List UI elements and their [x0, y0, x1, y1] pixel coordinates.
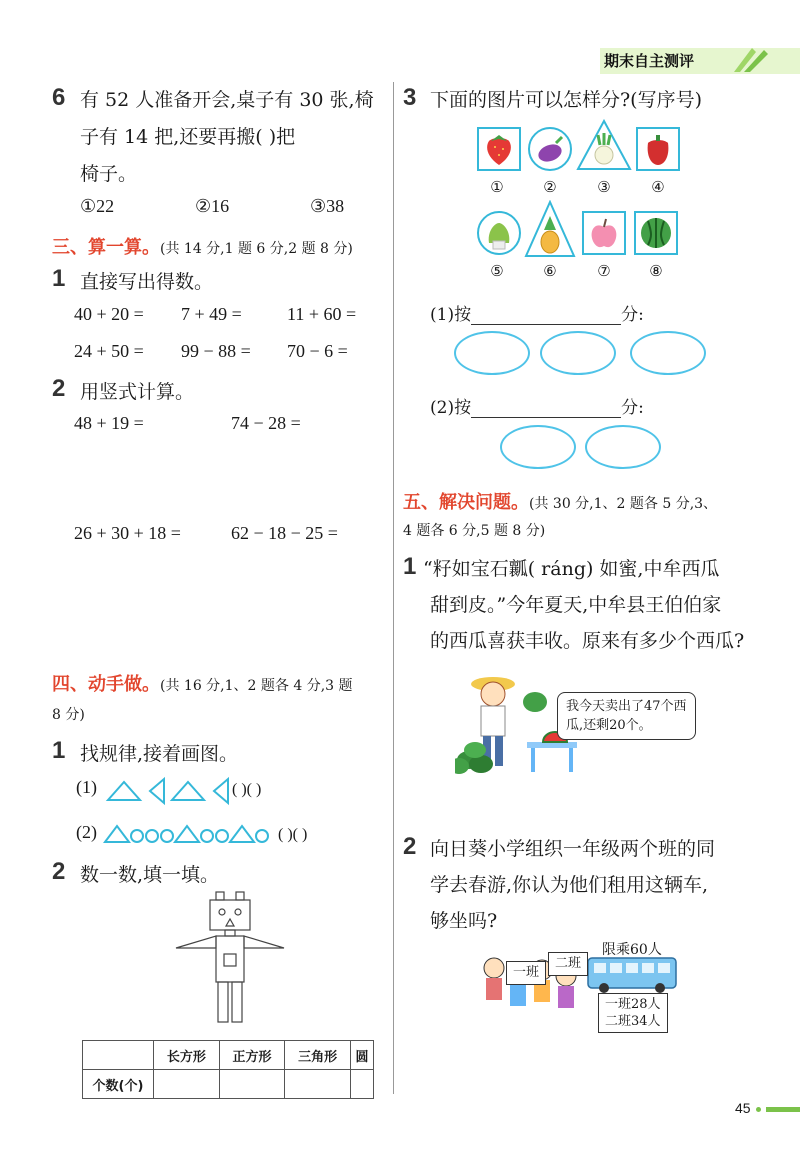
fruit-frame-6	[524, 200, 576, 258]
bubble-line2: 瓜,还剩20个。	[566, 718, 652, 733]
table-cell-rectangle[interactable]	[154, 1070, 220, 1099]
sort2-criterion-blank[interactable]	[471, 401, 621, 418]
s4-q1-p2-label: (2)	[76, 822, 97, 842]
s5-q2-line2: 学去春游,你认为他们租用这辆车,	[430, 874, 709, 896]
section3-note: (共 14 分,1 题 6 分,2 题 8 分)	[160, 241, 353, 257]
robot-eye-left	[219, 909, 225, 915]
pattern2-circle-icon-6	[256, 830, 268, 842]
pattern1-answer-blanks[interactable]: ( )( )	[232, 781, 262, 798]
sort1-colon: 分:	[621, 305, 644, 325]
class2-size: 二班34人	[605, 1014, 661, 1029]
table-corner-cell	[83, 1041, 154, 1070]
fruit-frame-5	[477, 211, 521, 255]
sort1-criterion-blank[interactable]	[471, 308, 621, 325]
sort2-group-oval-2[interactable]	[585, 425, 661, 469]
fruit-label-4: ④	[651, 178, 665, 196]
pattern2-circle-icon-5	[216, 830, 228, 842]
watermelon-icon	[636, 213, 676, 253]
pepper-icon	[638, 129, 678, 169]
robot-neck	[225, 930, 235, 936]
s4-q1-p1-label: (1)	[76, 777, 97, 797]
s5-q1-line2: 甜到皮。”今年夏天,中牟县王伯伯家	[430, 594, 722, 616]
pattern1-shapes	[104, 776, 234, 806]
table-header-triangle: 三角形	[285, 1041, 351, 1070]
class-size-info	[598, 993, 668, 1033]
sort1-label: (1)按	[430, 305, 472, 325]
pattern1-triangle-left-icon	[150, 779, 164, 803]
q6-line2: 子有 14 把,还要再搬( )把	[80, 126, 296, 148]
s5-q2-line1: 向日葵小学组织一年级两个班的同	[430, 838, 716, 860]
s5-q2-line3: 够坐吗?	[430, 910, 498, 932]
sort2-colon: 分:	[621, 398, 644, 418]
fruit-frame-7	[582, 211, 626, 255]
footer-bar	[766, 1107, 800, 1112]
section4-title	[52, 670, 353, 696]
column-divider	[393, 82, 394, 1094]
table-cell-triangle[interactable]	[285, 1070, 351, 1099]
section4-title-text: 四、动手做。	[52, 674, 160, 695]
q6-number: 6	[52, 84, 66, 111]
section5-title	[403, 488, 717, 514]
s3-q1-eq-1: 40 + 20 =	[74, 304, 144, 324]
sort1-line	[430, 300, 644, 325]
s3-q2-eq-3: 26 + 30 + 18 =	[74, 523, 181, 543]
q6-line3: 椅子。	[80, 163, 138, 185]
fruit-frame-2	[528, 127, 572, 171]
fruit-label-2: ②	[543, 178, 557, 196]
q6-line1: 有 52 人准备开会,桌子有 30 张,椅	[80, 89, 374, 111]
pattern2-shapes	[103, 822, 273, 846]
s4-q2-number: 2	[52, 858, 66, 885]
sort2-label: (2)按	[430, 398, 472, 418]
class1-flag: 一班	[506, 961, 546, 985]
header-title: 期末自主测评	[604, 52, 695, 70]
s3-q2-eq-1: 48 + 19 =	[74, 413, 144, 433]
s5-q2-number: 2	[403, 833, 417, 860]
section3-title-text: 三、算一算。	[52, 237, 160, 258]
robot-figure	[170, 890, 290, 1030]
fruit-label-5: ⑤	[490, 262, 504, 280]
pattern2-triangle-icon-2	[175, 826, 199, 842]
cabbage-icon	[479, 213, 519, 253]
table-header-circle: 圆	[350, 1041, 373, 1070]
section5-title-text: 五、解决问题。	[403, 492, 529, 513]
fruit-frame-3	[576, 119, 632, 171]
sort2-line	[430, 393, 644, 418]
s3-q1-number: 1	[52, 265, 66, 292]
section5-note2: 4 题各 6 分,5 题 8 分)	[403, 523, 546, 539]
sort1-group-oval-3[interactable]	[630, 331, 706, 375]
table-row-label: 个数(个)	[83, 1070, 154, 1099]
robot-leg-left	[218, 982, 228, 1022]
robot-eye-right	[235, 909, 241, 915]
table-header-rectangle: 长方形	[154, 1041, 220, 1070]
q3-number: 3	[403, 84, 417, 111]
q3-text: 下面的图片可以怎样分?(写序号)	[430, 89, 703, 111]
header-leaf-icon	[730, 42, 770, 76]
bubble-line1: 我今天卖出了47个西	[566, 699, 687, 714]
s3-q2-eq-4: 62 − 18 − 25 =	[231, 523, 338, 543]
table-cell-circle[interactable]	[350, 1070, 373, 1099]
robot-chest	[224, 954, 236, 966]
pattern2-triangle-icon-1	[105, 826, 129, 842]
page-number: 45	[735, 1100, 751, 1116]
robot-arm-left	[176, 936, 216, 948]
pattern1-triangle-up-icon-2	[172, 782, 204, 800]
s5-q1-line1: “籽如宝石瓤( ráng) 如蜜,中牟西瓜	[423, 558, 720, 580]
fruit-label-8: ⑧	[649, 262, 663, 280]
fruit-frame-8	[634, 211, 678, 255]
pattern1-triangle-left-icon-2	[214, 779, 228, 803]
bus-capacity-label: 限乘60人	[602, 942, 662, 958]
q6-option-1: ①22	[80, 196, 115, 216]
robot-arm-right	[244, 936, 284, 948]
pattern2-answer-blanks[interactable]: ( )( )	[278, 826, 308, 843]
section4-note1: (共 16 分,1、2 题各 4 分,3 题	[160, 678, 353, 694]
s3-q1-text: 直接写出得数。	[80, 271, 214, 293]
class2-flag: 二班	[548, 952, 588, 976]
table-header-square: 正方形	[219, 1041, 285, 1070]
section5-note1: (共 30 分,1、2 题各 5 分,3、	[529, 496, 718, 512]
s3-q1-eq-6: 70 − 6 =	[287, 341, 348, 361]
s3-q2-text: 用竖式计算。	[80, 381, 195, 403]
fruit-frame-1	[477, 127, 521, 171]
sort1-group-oval-2[interactable]	[540, 331, 616, 375]
s3-q2-eq-2: 74 − 28 =	[231, 413, 301, 433]
pattern2-circle-icon-4	[201, 830, 213, 842]
section4-note2: 8 分)	[52, 707, 85, 723]
s4-q1-number: 1	[52, 737, 66, 764]
s3-q1-eq-5: 99 − 88 =	[181, 341, 251, 361]
pattern2-circle-icon-1	[131, 830, 143, 842]
strawberry-icon	[479, 129, 519, 169]
s3-q1-eq-2: 7 + 49 =	[181, 304, 242, 324]
s5-q1-line3: 的西瓜喜获丰收。原来有多少个西瓜?	[430, 630, 745, 652]
fruit-label-7: ⑦	[597, 262, 611, 280]
eggplant-icon	[530, 129, 570, 169]
s4-q2-text: 数一数,填一填。	[80, 864, 220, 886]
robot-body	[216, 936, 244, 982]
class1-size: 一班28人	[605, 997, 661, 1012]
pattern2-circle-icon-3	[161, 830, 173, 842]
fruit-label-1: ①	[490, 178, 504, 196]
sort1-group-oval-1[interactable]	[454, 331, 530, 375]
robot-antenna-right	[236, 892, 244, 900]
s3-q2-number: 2	[52, 375, 66, 402]
robot-antenna-left	[216, 892, 224, 900]
s4-q1-text: 找规律,接着画图。	[80, 743, 239, 765]
section3-title	[52, 233, 353, 259]
s3-q1-eq-4: 24 + 50 =	[74, 341, 144, 361]
table-row	[83, 1070, 374, 1099]
radish-icon	[595, 133, 613, 164]
sort2-group-oval-1[interactable]	[500, 425, 576, 469]
s3-q1-eq-3: 11 + 60 =	[287, 304, 357, 324]
apple-icon	[584, 213, 624, 253]
shape-count-table	[82, 1040, 374, 1099]
footer-dot	[756, 1107, 761, 1112]
pattern1-triangle-up-icon	[108, 782, 140, 800]
robot-nose	[226, 919, 234, 926]
table-header-row	[83, 1041, 374, 1070]
table-cell-square[interactable]	[219, 1070, 285, 1099]
seller-speech-bubble	[557, 692, 696, 740]
robot-leg-right	[232, 982, 242, 1022]
q6-option-3: ③38	[310, 196, 345, 216]
s5-q1-number: 1	[403, 553, 417, 580]
pattern2-triangle-icon-3	[230, 826, 254, 842]
fruit-frame-4	[636, 127, 680, 171]
fruit-label-6: ⑥	[543, 262, 557, 280]
q6-option-2: ②16	[195, 196, 230, 216]
pattern2-circle-icon-2	[146, 830, 158, 842]
fruit-label-3: ③	[597, 178, 611, 196]
